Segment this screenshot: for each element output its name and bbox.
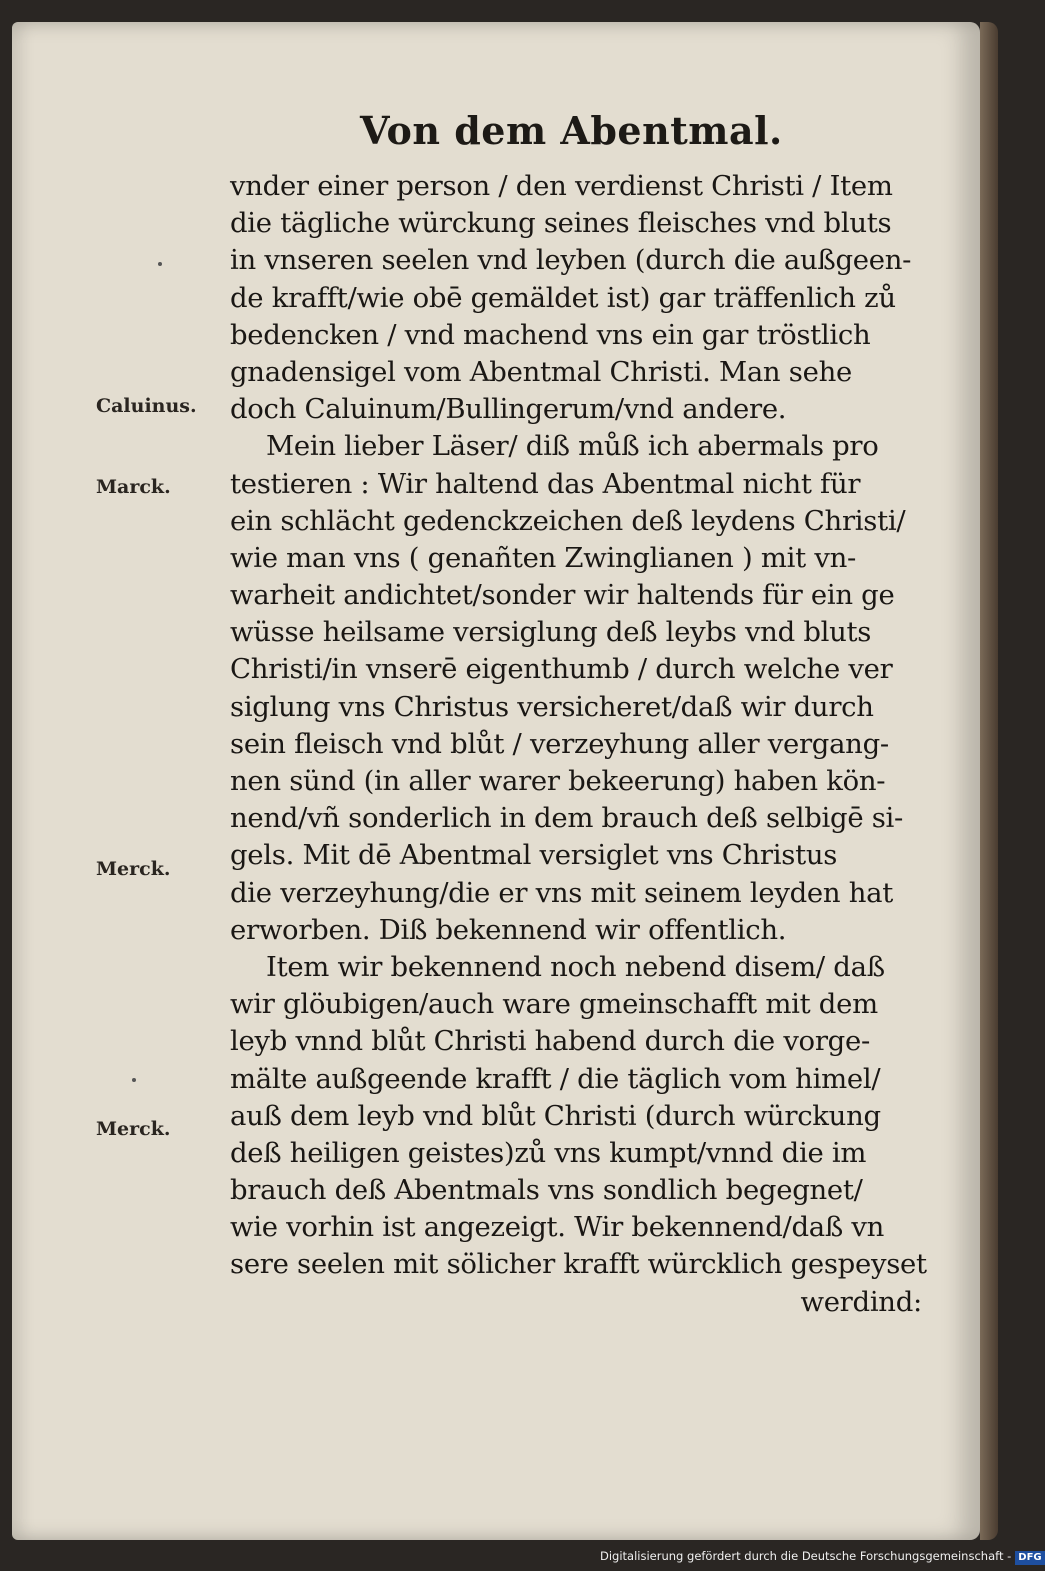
ink-speck <box>132 1078 136 1082</box>
text-line: die tägliche würckung seines fleisches vnd bluts <box>230 207 892 240</box>
marginal-note-merck: Merck. <box>96 1118 171 1140</box>
text-line: leyb vnnd blůt Christi habend durch die vorge- <box>230 1025 870 1058</box>
text-line: wie man vns ( genañten Zwinglianen ) mit vn- <box>230 541 856 574</box>
text-line: de krafft/wie obē gemäldet ist) gar träffenlich zů <box>230 281 896 314</box>
text-line: in vnseren seelen vnd leyben (durch die außgeen- <box>230 244 912 277</box>
page-heading: Von dem Abentmal. <box>360 108 783 153</box>
text-line: bedencken / vnd machend vns ein gar tröstlich <box>230 318 871 351</box>
marginal-note-merck: Merck. <box>96 858 171 880</box>
marginal-note-caluinus: Caluinus. <box>96 395 197 417</box>
body-text <box>230 168 930 1321</box>
marginal-note-marck: Marck. <box>96 476 171 498</box>
text-line: wie vorhin ist angezeigt. Wir bekennend/daß vn <box>230 1211 885 1244</box>
page-edge <box>980 22 998 1540</box>
text-line: brauch deß Abentmals vns sondlich begegnet/ <box>230 1174 863 1207</box>
catchword: werdind: <box>800 1285 922 1318</box>
text-line: wir glöubigen/auch ware gmeinschafft mit dem <box>230 988 878 1021</box>
text-line: sein fleisch vnd blůt / verzeyhung aller vergang- <box>230 727 889 760</box>
text-line: nen sünd (in aller warer bekeerung) haben kön- <box>230 765 886 797</box>
text-line: die verzeyhung/die er vns mit seinem leyden hat <box>230 876 893 909</box>
text-line: Item wir bekennend noch nebend disem/ daß <box>266 950 885 983</box>
digitization-credit <box>600 1549 1042 1565</box>
text-line: wüsse heilsame versiglung deß leybs vnd bluts <box>230 616 872 649</box>
text-line: siglung vns Christus versicheret/daß wir durch <box>230 690 874 723</box>
text-line: nend/vñ sonderlich in dem brauch deß selbigē si- <box>230 802 904 835</box>
text-line: erworben. Diß bekennend wir offentlich. <box>230 913 787 946</box>
text-line: auß dem leyb vnd blůt Christi (durch würckung <box>230 1099 881 1132</box>
text-line: sere seelen mit sölicher krafft würcklich gespeyset <box>230 1248 927 1281</box>
text-line: deß heiligen geistes)zů vns kumpt/vnnd die im <box>230 1136 867 1169</box>
credit-text: Digitalisierung gefördert durch die Deutsche Forschungsgemeinschaft - <box>600 1549 1012 1563</box>
text-line: mälte außgeende krafft / die täglich vom himel/ <box>230 1062 881 1095</box>
text-line: doch Caluinum/Bullingerum/vnd andere. <box>230 393 787 426</box>
text-line: Christi/in vnserē eigenthumb / durch welche ver <box>230 653 893 686</box>
dfg-logo: DFG <box>1015 1551 1044 1565</box>
text-line: ein schlächt gedenckzeichen deß leydens Christi/ <box>230 504 906 537</box>
text-line: gels. Mit dē Abentmal versiglet vns Christus <box>230 839 838 872</box>
text-line: gnadensigel vom Abentmal Christi. Man sehe <box>230 355 852 388</box>
text-line: vnder einer person / den verdienst Christi / Item <box>230 170 893 202</box>
text-line: Mein lieber Läser/ diß můß ich abermals pro <box>266 430 879 463</box>
text-line: testieren : Wir haltend das Abentmal nicht für <box>230 467 861 500</box>
text-line: warheit andichtet/sonder wir haltends für ein ge <box>230 579 895 612</box>
ink-speck <box>158 262 162 266</box>
